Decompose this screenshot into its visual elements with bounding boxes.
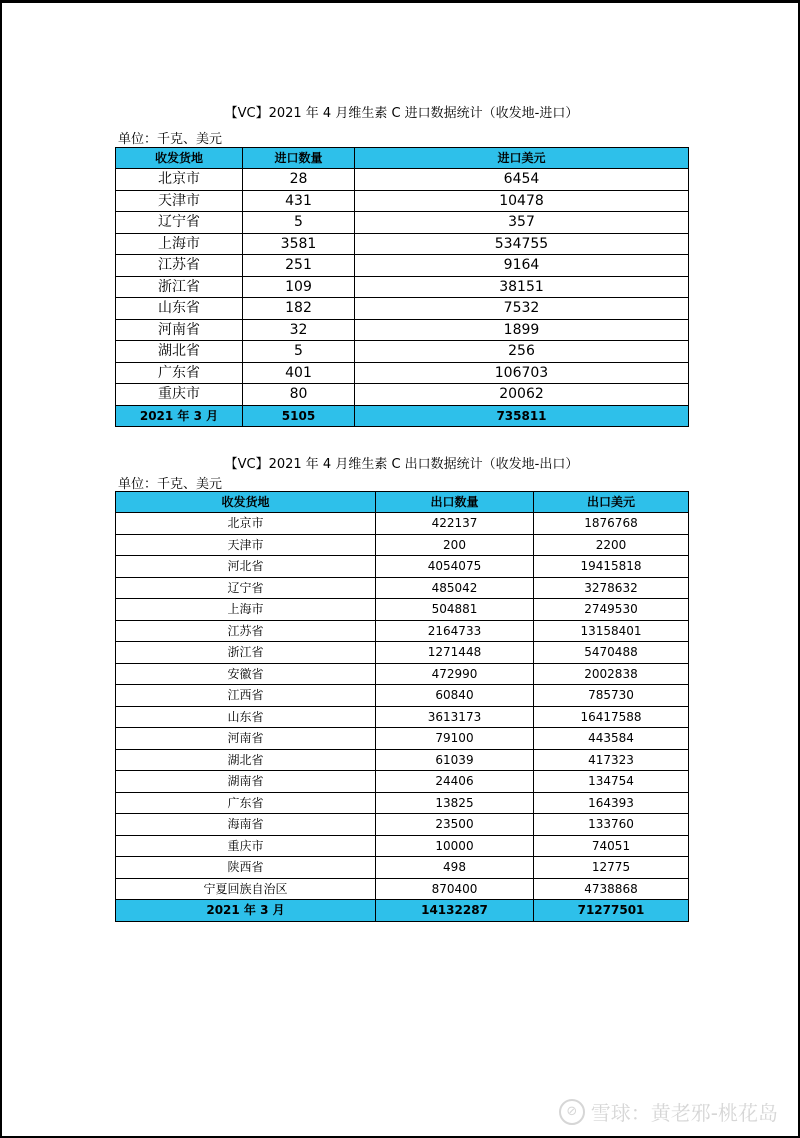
snowball-logo-icon: ⊘ [559, 1099, 585, 1125]
table-cell: 401 [243, 362, 355, 384]
table-cell: 河南省 [116, 319, 243, 341]
table-cell: 534755 [355, 233, 689, 255]
table-cell: 海南省 [116, 814, 376, 836]
table-cell: 80 [243, 384, 355, 406]
table-cell: 上海市 [116, 233, 243, 255]
table-row [116, 362, 689, 384]
table-row [116, 706, 689, 728]
table-cell: 134754 [534, 771, 689, 793]
export-col-quantity: 出口数量 [376, 492, 534, 513]
table-cell: 4054075 [376, 556, 534, 578]
total-cell: 5105 [243, 405, 355, 427]
total-cell: 2021 年 3 月 [116, 900, 376, 922]
table-cell: 472990 [376, 663, 534, 685]
table-row [116, 728, 689, 750]
table-row [116, 599, 689, 621]
table-row [116, 749, 689, 771]
table-cell: 19415818 [534, 556, 689, 578]
table-cell: 357 [355, 212, 689, 234]
table-cell: 23500 [376, 814, 534, 836]
table-cell: 3278632 [534, 577, 689, 599]
table-row [116, 771, 689, 793]
table-cell: 重庆市 [116, 384, 243, 406]
table-cell: 10478 [355, 190, 689, 212]
table-row [116, 384, 689, 406]
table-cell: 山东省 [116, 298, 243, 320]
import-col-quantity: 进口数量 [243, 148, 355, 169]
table-row [116, 255, 689, 277]
table-row [116, 556, 689, 578]
table-row [116, 276, 689, 298]
table-row [116, 685, 689, 707]
table-cell: 2749530 [534, 599, 689, 621]
table-cell: 5 [243, 212, 355, 234]
table-cell: 61039 [376, 749, 534, 771]
table-cell: 安徽省 [116, 663, 376, 685]
table-cell: 417323 [534, 749, 689, 771]
table-cell: 5 [243, 341, 355, 363]
watermark [559, 1097, 778, 1126]
table-cell: 443584 [534, 728, 689, 750]
watermark-text: 雪球：黄老邪-桃花岛 [590, 1101, 778, 1125]
table-cell: 3581 [243, 233, 355, 255]
table-cell: 4738868 [534, 878, 689, 900]
table-row [116, 577, 689, 599]
table-cell: 251 [243, 255, 355, 277]
table-cell: 广东省 [116, 792, 376, 814]
table-cell: 江苏省 [116, 255, 243, 277]
table-row [116, 857, 689, 879]
table-cell: 河南省 [116, 728, 376, 750]
export-title: 【VC】2021 年 4 月维生素 C 出口数据统计（收发地-出口） [224, 457, 579, 472]
total-cell: 71277501 [534, 900, 689, 922]
table-cell: 20062 [355, 384, 689, 406]
table-cell: 200 [376, 534, 534, 556]
table-row [116, 341, 689, 363]
table-row [116, 233, 689, 255]
table-cell: 天津市 [116, 190, 243, 212]
table-cell: 7532 [355, 298, 689, 320]
import-table [115, 147, 689, 427]
table-cell: 182 [243, 298, 355, 320]
table-cell: 陕西省 [116, 857, 376, 879]
table-cell: 785730 [534, 685, 689, 707]
table-cell: 江西省 [116, 685, 376, 707]
table-cell: 河北省 [116, 556, 376, 578]
table-cell: 133760 [534, 814, 689, 836]
table-row [116, 190, 689, 212]
import-header-row [116, 148, 689, 169]
table-cell: 109 [243, 276, 355, 298]
table-row [116, 212, 689, 234]
table-row [116, 169, 689, 191]
table-cell: 106703 [355, 362, 689, 384]
table-cell: 2164733 [376, 620, 534, 642]
table-cell: 431 [243, 190, 355, 212]
table-cell: 422137 [376, 513, 534, 535]
table-cell: 6454 [355, 169, 689, 191]
table-cell: 湖北省 [116, 749, 376, 771]
table-row [116, 814, 689, 836]
table-row [116, 663, 689, 685]
total-cell: 735811 [355, 405, 689, 427]
table-cell: 870400 [376, 878, 534, 900]
export-col-location: 收发货地 [116, 492, 376, 513]
table-row [116, 642, 689, 664]
table-cell: 山东省 [116, 706, 376, 728]
table-cell: 宁夏回族自治区 [116, 878, 376, 900]
export-unit: 单位：千克、美元 [118, 477, 223, 492]
table-row [116, 513, 689, 535]
table-cell: 13158401 [534, 620, 689, 642]
table-cell: 504881 [376, 599, 534, 621]
table-cell: 天津市 [116, 534, 376, 556]
total-cell: 2021 年 3 月 [116, 405, 243, 427]
table-cell: 1899 [355, 319, 689, 341]
table-cell: 3613173 [376, 706, 534, 728]
import-title: 【VC】2021 年 4 月维生素 C 进口数据统计（收发地-进口） [224, 106, 579, 121]
table-cell: 广东省 [116, 362, 243, 384]
table-cell: 13825 [376, 792, 534, 814]
table-cell: 79100 [376, 728, 534, 750]
table-cell: 485042 [376, 577, 534, 599]
table-cell: 16417588 [534, 706, 689, 728]
table-cell: 24406 [376, 771, 534, 793]
import-unit: 单位：千克、美元 [118, 132, 223, 147]
table-cell: 9164 [355, 255, 689, 277]
total-cell: 14132287 [376, 900, 534, 922]
import-col-location: 收发货地 [116, 148, 243, 169]
table-row [116, 835, 689, 857]
table-cell: 10000 [376, 835, 534, 857]
table-cell: 湖南省 [116, 771, 376, 793]
table-cell: 32 [243, 319, 355, 341]
table-cell: 江苏省 [116, 620, 376, 642]
table-cell: 上海市 [116, 599, 376, 621]
export-col-usd: 出口美元 [534, 492, 689, 513]
table-cell: 1876768 [534, 513, 689, 535]
table-cell: 28 [243, 169, 355, 191]
table-cell: 北京市 [116, 513, 376, 535]
table-cell: 浙江省 [116, 642, 376, 664]
table-row [116, 298, 689, 320]
table-cell: 498 [376, 857, 534, 879]
table-cell: 辽宁省 [116, 212, 243, 234]
table-cell: 5470488 [534, 642, 689, 664]
table-cell: 浙江省 [116, 276, 243, 298]
table-cell: 2200 [534, 534, 689, 556]
table-row [116, 534, 689, 556]
table-cell: 重庆市 [116, 835, 376, 857]
export-table [115, 491, 689, 922]
table-cell: 北京市 [116, 169, 243, 191]
table-cell: 74051 [534, 835, 689, 857]
total-row [116, 405, 689, 427]
total-row [116, 900, 689, 922]
page-border-left [0, 0, 2, 1138]
table-cell: 辽宁省 [116, 577, 376, 599]
table-row [116, 319, 689, 341]
table-cell: 1271448 [376, 642, 534, 664]
table-cell: 湖北省 [116, 341, 243, 363]
table-row [116, 620, 689, 642]
table-row [116, 792, 689, 814]
table-cell: 12775 [534, 857, 689, 879]
table-row [116, 878, 689, 900]
page-border-top [0, 0, 800, 3]
table-cell: 164393 [534, 792, 689, 814]
import-col-usd: 进口美元 [355, 148, 689, 169]
table-cell: 60840 [376, 685, 534, 707]
table-cell: 2002838 [534, 663, 689, 685]
table-cell: 38151 [355, 276, 689, 298]
export-header-row [116, 492, 689, 513]
table-cell: 256 [355, 341, 689, 363]
